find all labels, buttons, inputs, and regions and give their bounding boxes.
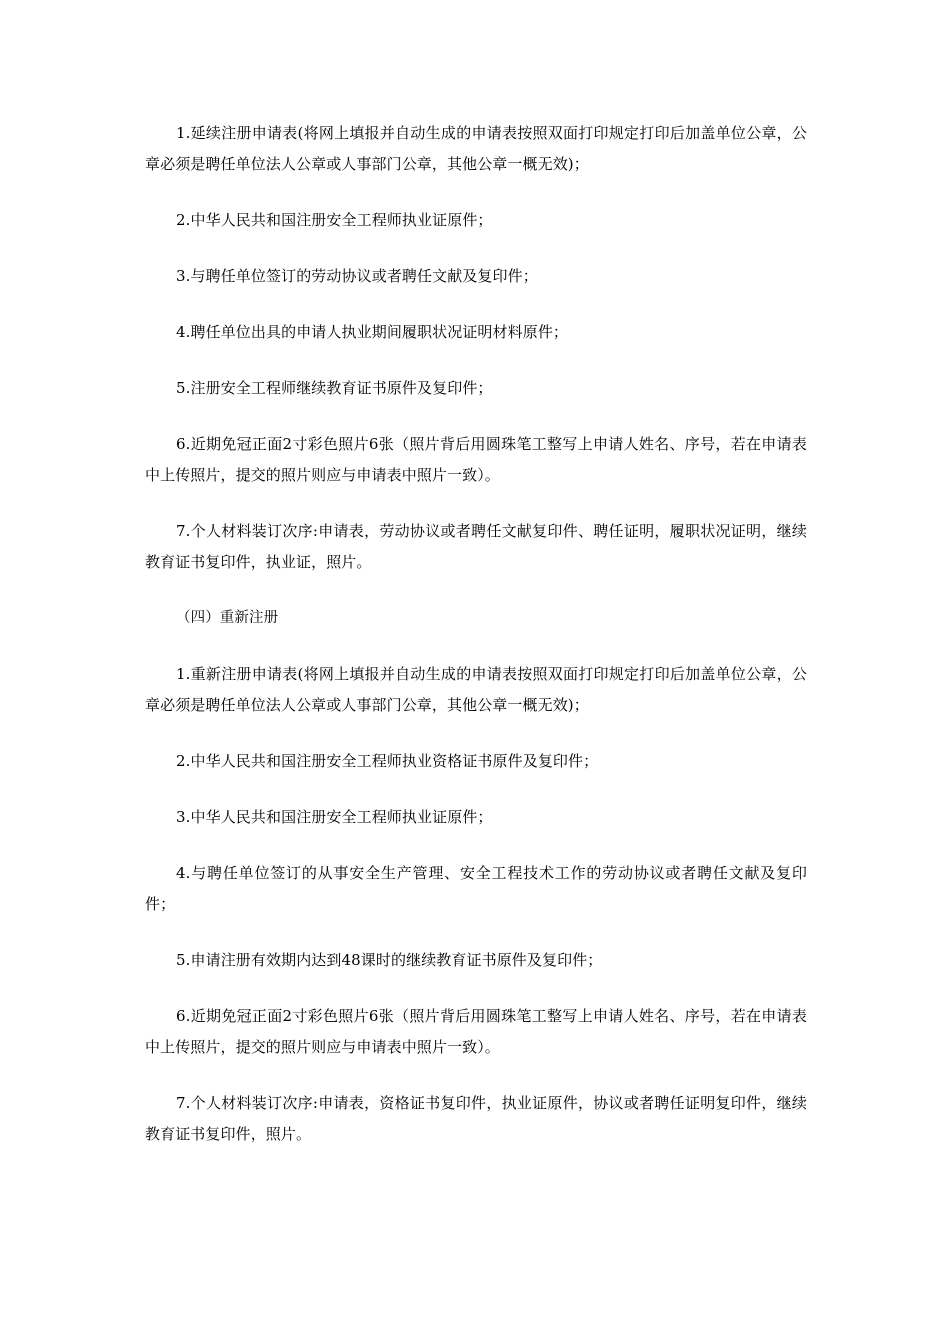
paragraph-renewal-item-6: 6.近期免冠正面2寸彩色照片6张（照片背后用圆珠笔工整写上申请人姓名、序号，若在申请表中上传照片，提交的照片则应与申请表中照片一致）。 (145, 435, 807, 484)
paragraph-reregistration-item-4: 4.与聘任单位签订的从事安全生产管理、安全工程技术工作的劳动协议或者聘任文献及复印件； (145, 864, 807, 913)
paragraph-renewal-item-5: 5.注册安全工程师继续教育证书原件及复印件； (176, 379, 493, 397)
paragraph-renewal-item-2: 2.中华人民共和国注册安全工程师执业证原件； (176, 211, 493, 229)
paragraph-renewal-item-4: 4.聘任单位出具的申请人执业期间履职状况证明材料原件； (176, 323, 569, 341)
paragraph-reregistration-item-2: 2.中华人民共和国注册安全工程师执业资格证书原件及复印件； (176, 752, 599, 770)
paragraph-reregistration-item-1: 1.重新注册申请表(将网上填报并自动生成的申请表按照双面打印规定打印后加盖单位公章，公章必须是聘任单位法人公章或人事部门公章，其他公章一概无效)； (145, 665, 807, 714)
paragraph-reregistration-item-7: 7.个人材料装订次序:申请表，资格证书复印件，执业证原件，协议或者聘任证明复印件，继续教育证书复印件，照片。 (145, 1094, 807, 1143)
paragraph-reregistration-item-3: 3.中华人民共和国注册安全工程师执业证原件； (176, 808, 493, 826)
section-heading-reregistration: （四）重新注册 (176, 610, 279, 626)
paragraph-renewal-item-7: 7.个人材料装订次序:申请表，劳动协议或者聘任文献复印件、聘任证明，履职状况证明，继续教育证书复印件，执业证，照片。 (145, 522, 807, 571)
paragraph-reregistration-item-6: 6.近期免冠正面2寸彩色照片6张（照片背后用圆珠笔工整写上申请人姓名、序号，若在申请表中上传照片，提交的照片则应与申请表中照片一致）。 (145, 1007, 807, 1056)
document-page (145, 118, 807, 1175)
paragraph-reregistration-item-5: 5.申请注册有效期内达到48课时的继续教育证书原件及复印件； (176, 951, 603, 969)
paragraph-renewal-item-3: 3.与聘任单位签订的劳动协议或者聘任文献及复印件； (176, 267, 538, 285)
paragraph-renewal-item-1: 1.延续注册申请表(将网上填报并自动生成的申请表按照双面打印规定打印后加盖单位公章，公章必须是聘任单位法人公章或人事部门公章，其他公章一概无效)； (145, 124, 807, 173)
